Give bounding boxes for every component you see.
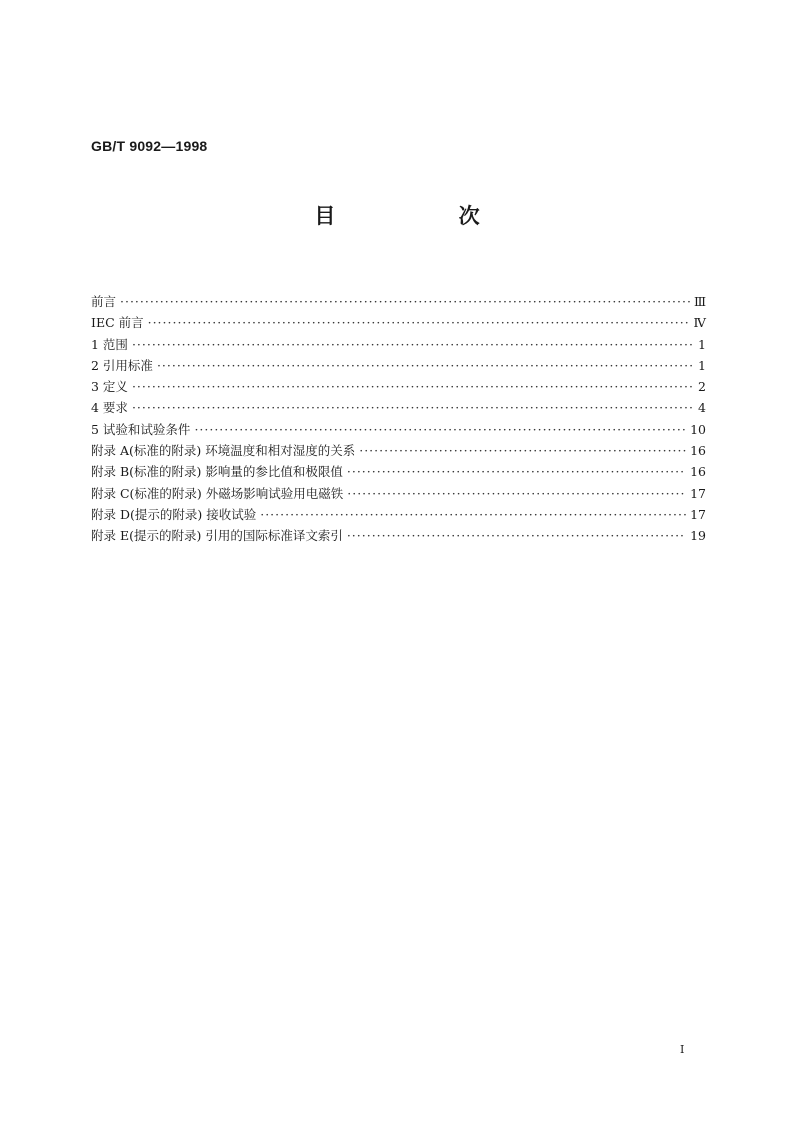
toc-item-label: 附录 D(提示的附录) 接收试验 <box>91 506 257 522</box>
toc-item-annex-b[interactable] <box>91 461 706 482</box>
toc-title: 目 次 <box>314 204 538 228</box>
toc-item-label: 前言 <box>91 294 117 309</box>
toc-item-label: 4 要求 <box>91 400 128 416</box>
toc-item-label: 附录 E(提示的附录) 引用的国际标准译文索引 <box>91 528 343 544</box>
toc-item-tests[interactable] <box>91 419 706 440</box>
toc-leader-dots <box>132 397 692 418</box>
standard-number: GB/T 9092—1998 <box>91 138 208 154</box>
toc-item-annex-e[interactable] <box>91 525 706 546</box>
toc-item-normative-references[interactable] <box>91 355 706 376</box>
toc-item-page: 19 <box>690 528 706 544</box>
toc-item-annex-a[interactable] <box>91 440 706 461</box>
toc-item-page: 17 <box>690 506 706 522</box>
toc-item-label: 1 范围 <box>91 336 128 352</box>
toc-item-foreword[interactable] <box>91 291 706 312</box>
toc-leader-dots <box>132 376 692 397</box>
toc-leader-dots <box>194 419 686 440</box>
toc-item-label: 附录 C(标准的附录) 外磁场影响试验用电磁铁 <box>91 485 344 501</box>
toc-leader-dots <box>347 525 686 546</box>
toc-item-label: 附录 A(标准的附录) 环境温度和相对湿度的关系 <box>91 443 356 459</box>
toc-leader-dots <box>260 504 686 525</box>
toc-leader-dots <box>347 483 686 504</box>
toc-item-definitions[interactable] <box>91 376 706 397</box>
page-number: I <box>680 1043 685 1056</box>
toc-leader-dots <box>347 461 686 482</box>
toc-item-page: 16 <box>690 464 706 480</box>
toc-item-annex-d[interactable] <box>91 504 706 525</box>
toc-leader-dots <box>359 440 686 461</box>
toc-item-page: 2 <box>698 379 706 395</box>
toc-item-page: 1 <box>698 336 706 352</box>
toc-item-label: 2 引用标准 <box>91 357 153 373</box>
toc-item-scope[interactable] <box>91 334 706 355</box>
toc-item-label: 5 试验和试验条件 <box>91 421 191 437</box>
toc-item-page: Ⅳ <box>693 315 706 331</box>
toc-item-iec-foreword[interactable] <box>91 312 706 333</box>
toc-item-page: 10 <box>690 421 706 437</box>
toc-item-page: 16 <box>690 443 706 459</box>
toc-item-annex-c[interactable] <box>91 483 706 504</box>
toc-item-page: 1 <box>698 357 706 373</box>
toc-leader-dots <box>120 291 690 312</box>
toc-item-page: 4 <box>698 400 706 416</box>
toc-item-page: Ⅲ <box>693 294 706 309</box>
toc-item-label: 附录 B(标准的附录) 影响量的参比值和极限值 <box>91 464 343 480</box>
toc-leader-dots <box>132 334 692 355</box>
toc-item-label: IEC 前言 <box>91 315 144 331</box>
toc-leader-dots <box>148 312 690 333</box>
toc-item-page: 17 <box>690 485 706 501</box>
toc-item-label: 3 定义 <box>91 379 128 395</box>
toc-item-requirements[interactable] <box>91 397 706 418</box>
toc-leader-dots <box>157 355 692 376</box>
toc-list <box>91 291 706 547</box>
